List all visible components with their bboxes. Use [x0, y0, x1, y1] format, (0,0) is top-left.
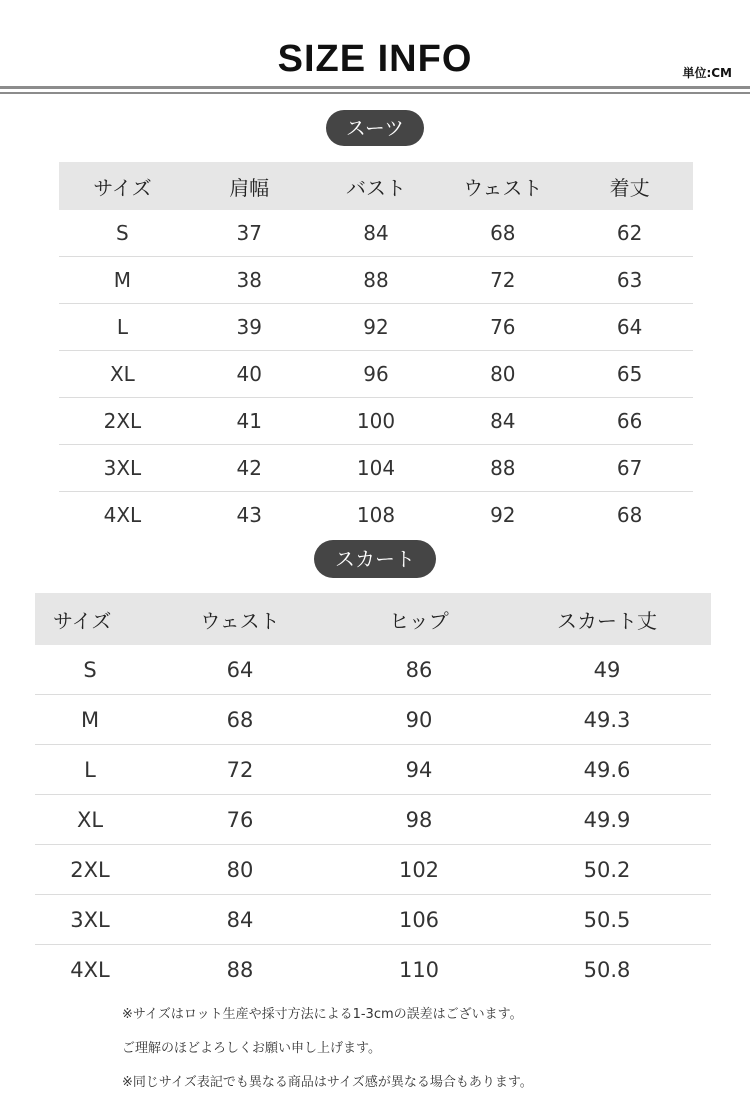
- column-header: 肩幅: [186, 162, 313, 210]
- table-cell: 4XL: [70, 957, 110, 982]
- table-cell: 88: [226, 957, 254, 982]
- table-cell: 49: [503, 645, 711, 695]
- note-line: ご理解のほどよろしくお願い申し上げます。: [122, 1041, 381, 1056]
- table-row: [35, 745, 711, 795]
- table-cell: 43: [236, 503, 262, 527]
- table-cell: 38: [186, 257, 313, 304]
- skirt-section-label: スカート: [314, 540, 436, 578]
- table-cell: 37: [186, 210, 313, 257]
- table-cell: 94: [335, 745, 503, 795]
- table-cell: 92: [490, 503, 516, 527]
- table-row: [59, 492, 693, 539]
- suit-size-table: [59, 162, 693, 538]
- column-header: ウェスト: [439, 162, 566, 210]
- table-cell: 92: [313, 304, 440, 351]
- table-row: [35, 845, 711, 895]
- table-cell: 84: [439, 398, 566, 445]
- suit-section-label: スーツ: [326, 110, 424, 146]
- table-row: [35, 795, 711, 845]
- table-cell: 39: [186, 304, 313, 351]
- skirt-size-table: [35, 593, 711, 994]
- table-cell: L: [35, 745, 145, 795]
- table-cell: 80: [145, 845, 335, 895]
- table-cell: 76: [145, 795, 335, 845]
- table-cell: 42: [186, 445, 313, 492]
- table-cell: XL: [35, 795, 145, 845]
- table-row: [35, 945, 711, 995]
- divider-line: [0, 86, 750, 89]
- table-cell: 72: [145, 745, 335, 795]
- table-cell: 68: [616, 503, 643, 527]
- table-cell: 98: [335, 795, 503, 845]
- table-cell: 49.3: [503, 695, 711, 745]
- table-cell: 88: [313, 257, 440, 304]
- table-header-row: [35, 593, 711, 645]
- table-cell: 100: [313, 398, 440, 445]
- table-row: [35, 695, 711, 745]
- column-header: サイズ: [35, 593, 145, 645]
- table-cell: 64: [145, 645, 335, 695]
- table-cell: 104: [313, 445, 440, 492]
- note-line: ※サイズはロット生産や採寸方法による1-3cmの誤差はございます。: [122, 1007, 523, 1022]
- table-cell: 50.8: [583, 957, 631, 982]
- table-row: [59, 304, 693, 351]
- table-cell: 106: [335, 895, 503, 945]
- table-row: [59, 445, 693, 492]
- table-row: [35, 895, 711, 945]
- table-cell: 72: [439, 257, 566, 304]
- table-header-row: [59, 162, 693, 210]
- unit-label: 単位:CM: [682, 66, 732, 80]
- table-cell: 96: [313, 351, 440, 398]
- divider-line: [0, 92, 750, 94]
- table-cell: 67: [566, 445, 693, 492]
- page-title: SIZE INFO: [277, 38, 473, 80]
- table-cell: 102: [335, 845, 503, 895]
- table-cell: 62: [566, 210, 693, 257]
- column-header: バスト: [313, 162, 440, 210]
- table-cell: 68: [145, 695, 335, 745]
- table-cell: 86: [335, 645, 503, 695]
- table-row: [59, 210, 693, 257]
- column-header: スカート丈: [503, 593, 711, 645]
- table-cell: 76: [439, 304, 566, 351]
- table-cell: 50.5: [503, 895, 711, 945]
- table-cell: 108: [356, 503, 396, 527]
- table-row: [59, 398, 693, 445]
- table-cell: 68: [439, 210, 566, 257]
- table-cell: 90: [335, 695, 503, 745]
- table-row: [35, 645, 711, 695]
- table-cell: 64: [566, 304, 693, 351]
- table-cell: 88: [439, 445, 566, 492]
- table-cell: XL: [59, 351, 186, 398]
- table-cell: 65: [566, 351, 693, 398]
- column-header: ウェスト: [145, 593, 335, 645]
- table-cell: 80: [439, 351, 566, 398]
- table-cell: 40: [186, 351, 313, 398]
- table-cell: L: [59, 304, 186, 351]
- column-header: ヒップ: [335, 593, 503, 645]
- table-cell: 41: [186, 398, 313, 445]
- table-cell: M: [35, 695, 145, 745]
- table-cell: 3XL: [59, 445, 186, 492]
- table-cell: S: [35, 645, 145, 695]
- table-cell: 2XL: [35, 845, 145, 895]
- column-header: 着丈: [566, 162, 693, 210]
- table-cell: 84: [145, 895, 335, 945]
- table-cell: 63: [566, 257, 693, 304]
- table-row: [59, 351, 693, 398]
- table-cell: 49.9: [503, 795, 711, 845]
- table-cell: 4XL: [103, 503, 142, 527]
- table-cell: 84: [313, 210, 440, 257]
- table-cell: M: [59, 257, 186, 304]
- notes-block: [122, 998, 533, 1100]
- table-cell: 49.6: [503, 745, 711, 795]
- table-cell: 3XL: [35, 895, 145, 945]
- table-row: [59, 257, 693, 304]
- table-cell: 110: [398, 957, 440, 982]
- table-cell: 66: [566, 398, 693, 445]
- table-cell: 50.2: [503, 845, 711, 895]
- table-cell: 2XL: [59, 398, 186, 445]
- column-header: サイズ: [59, 162, 186, 210]
- table-cell: S: [59, 210, 186, 257]
- note-line: ※同じサイズ表記でも異なる商品はサイズ感が異なる場合もあります。: [122, 1075, 533, 1090]
